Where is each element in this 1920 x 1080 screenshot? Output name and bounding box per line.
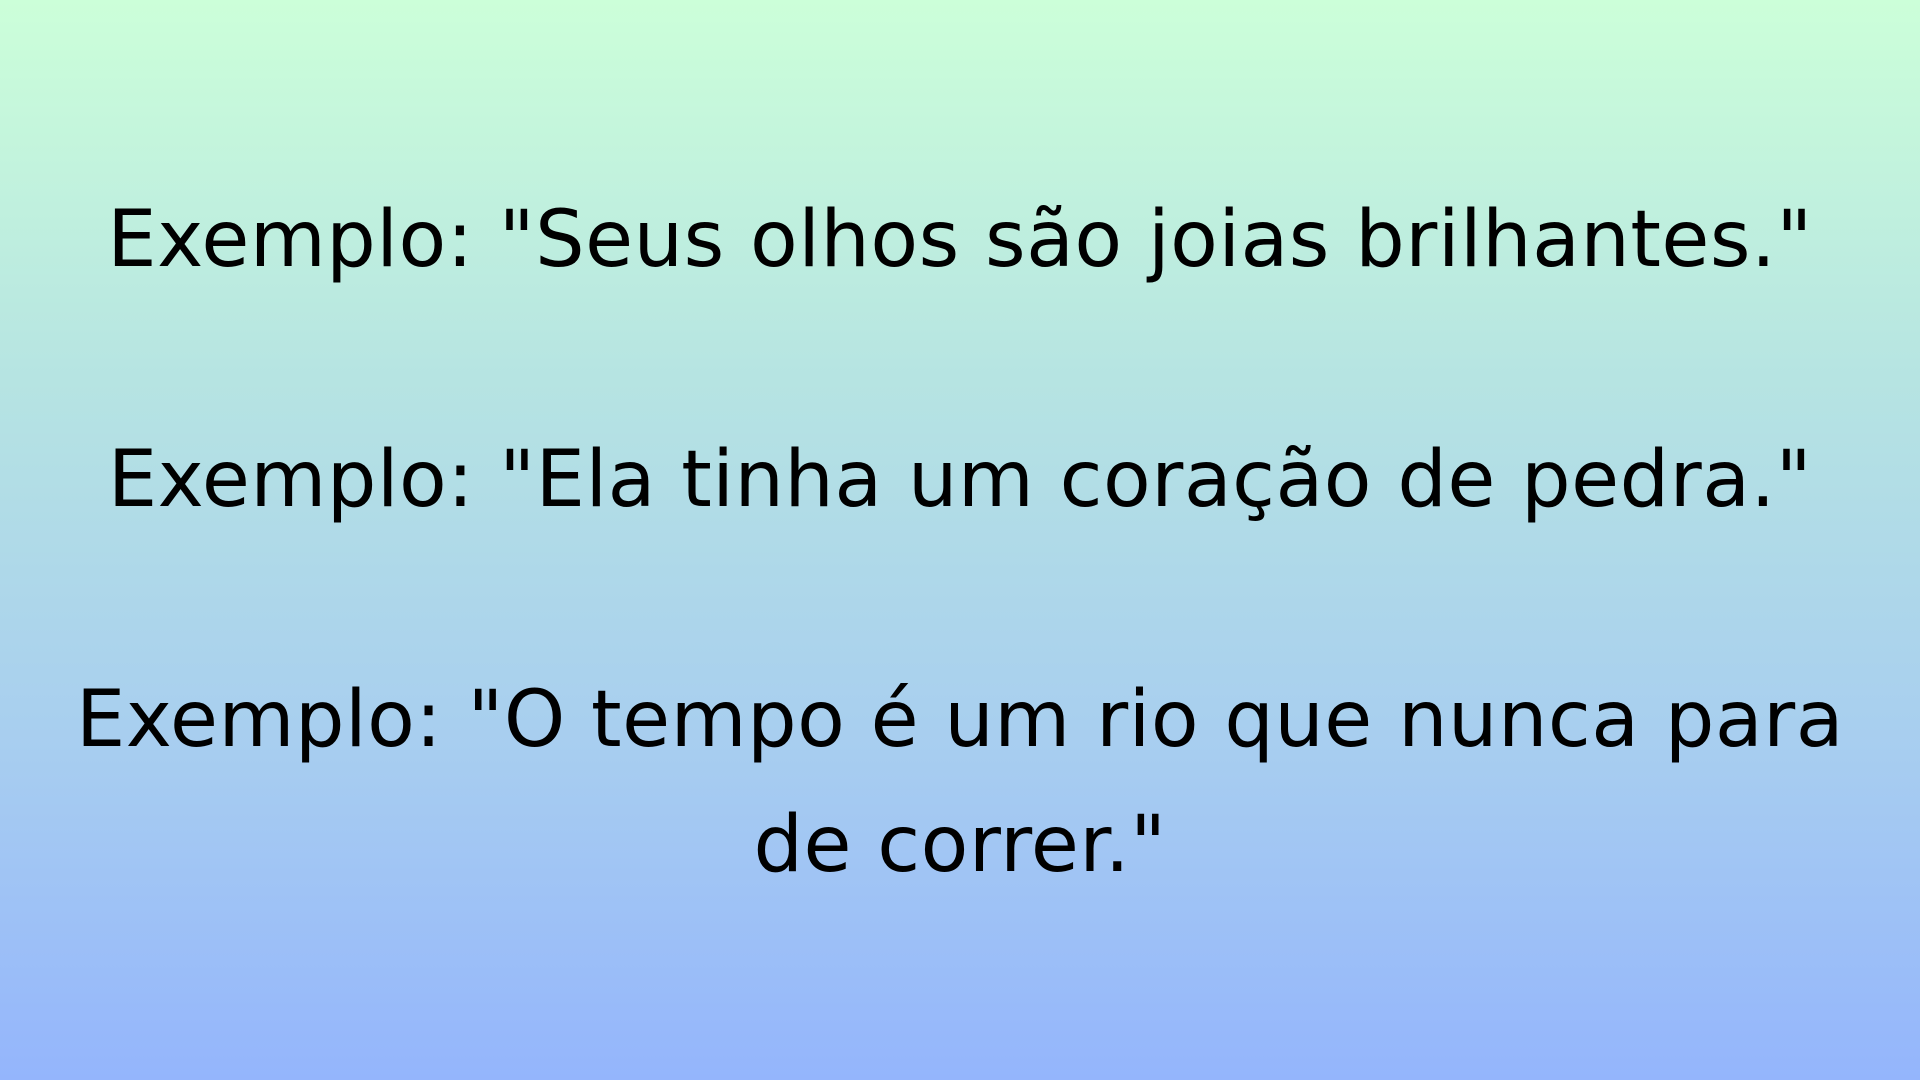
example-text-3-line-2: de correr." <box>753 800 1167 890</box>
example-text-3-line-1: Exemplo: "O tempo é um rio que nunca para <box>75 675 1845 765</box>
example-text-1: Exemplo: "Seus olhos são joias brilhantes." <box>107 195 1813 285</box>
example-text-2: Exemplo: "Ela tinha um coração de pedra." <box>107 435 1813 525</box>
